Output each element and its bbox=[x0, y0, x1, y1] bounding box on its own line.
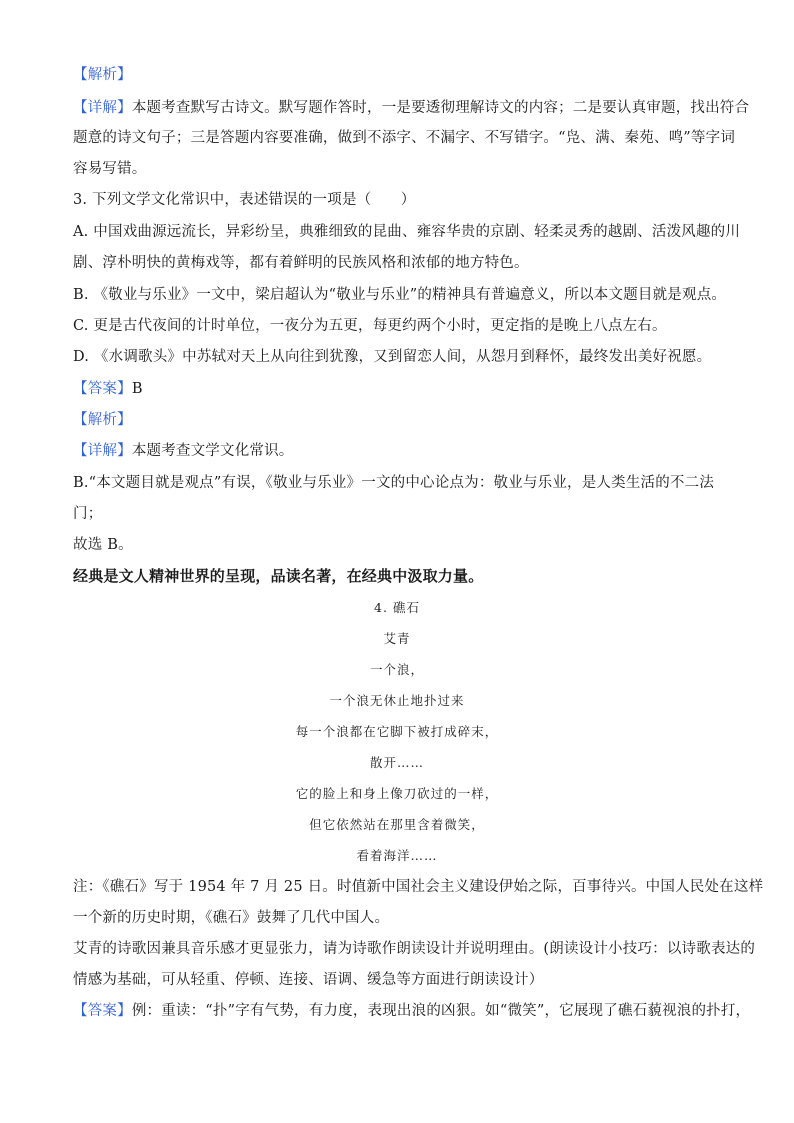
poem-line: 但它依然站在那里含着微笑， bbox=[309, 817, 485, 832]
poem-line: 它的脸上和身上像刀砍过的一样， bbox=[295, 786, 499, 801]
answer-tag: 【答案】 bbox=[73, 1003, 132, 1019]
poem-line: 散开…… bbox=[369, 755, 424, 770]
task-line: 情感为基础，可从轻重、停顿、连接、语调、缓急等方面进行朗读设计） bbox=[73, 972, 544, 988]
analysis-tag: 【解析】 bbox=[73, 412, 132, 428]
answer-value: B bbox=[131, 381, 143, 397]
answer-tag: 【答案】 bbox=[73, 381, 132, 397]
analysis-heading bbox=[73, 410, 733, 430]
option-d: D. 《水调歌头》中苏轼对天上从向往到犹豫，又到留恋人间，从怨月到释怀，最终发出美好祝愿。 bbox=[73, 349, 712, 365]
analysis-tag: 【解析】 bbox=[73, 67, 132, 83]
option-c: C. 更是古代夜间的计时单位，一夜分为五更，每更约两个小时，更定指的是晚上八点左右。 bbox=[73, 318, 667, 334]
task-line: 艾青的诗歌因兼具音乐感才更显张力，请为诗歌作朗读设计并说明理由。(朗读设计小技巧：以诗歌表达的 bbox=[73, 941, 756, 957]
answer-4 bbox=[73, 1001, 751, 1021]
detail-3-line: 门； bbox=[73, 506, 103, 522]
section-intro: 经典是文人精神世界的呈现，品读名著，在经典中汲取力量。 bbox=[73, 567, 484, 585]
detail-paragraph-line bbox=[73, 98, 750, 118]
detail-tag: 【详解】 bbox=[73, 443, 132, 459]
option-b: B. 《敬业与乐业》一文中，梁启超认为“敬业与乐业”的精神具有普遍意义，所以本文题目就是观点。 bbox=[73, 287, 727, 303]
poem-line: 一个浪， bbox=[369, 662, 424, 677]
detail-text: 本题考查文学文化常识。 bbox=[131, 443, 294, 459]
poem-title: 4. 礁石 bbox=[374, 600, 420, 615]
option-a-line: A. 中国戏曲源远流长，异彩纷呈，典雅细致的昆曲、雍容华贵的京剧、轻柔灵秀的越剧、活泼风趣的川 bbox=[73, 224, 741, 240]
question-3-stem: 3. 下列文学文化常识中，表述错误的一项是（ ） bbox=[73, 192, 416, 208]
option-a-line: 剧、淳朴明快的黄梅戏等，都有着鲜明的民族风格和浓郁的地方特色。 bbox=[73, 255, 529, 271]
detail-tag: 【详解】 bbox=[73, 100, 132, 116]
answer-text: 例：重读：“扑”字有气势，有力度，表现出浪的凶狠。如“微笑”，它展现了礁石藐视浪的扑打， bbox=[131, 1003, 751, 1019]
poem-line: 看着海洋…… bbox=[356, 848, 438, 863]
detail-text: 本题考查默写古诗文。默写题作答时，一是要透彻理解诗文的内容；二是要认真审题，找出符合 bbox=[131, 100, 750, 116]
detail-paragraph-line: 题意的诗文句子；三是答题内容要准确，做到不添字、不漏字、不写错字。“凫、满、秦苑、鸣”等字词 bbox=[73, 130, 736, 146]
detail-3-line: B.“本文题目就是观点”有误，《敬业与乐业》一文的中心论点为：敬业与乐业，是人类生活的不二法 bbox=[73, 475, 715, 491]
poem-author: 艾青 bbox=[383, 631, 411, 646]
detail-paragraph-line: 容易写错。 bbox=[73, 161, 147, 177]
note-line: 注：《礁石》写于 1954 年 7 月 25 日。时值新中国社会主义建设伊始之际，百事待兴。中国人民处在这样 bbox=[73, 879, 764, 895]
note-line: 一个新的历史时期，《礁石》鼓舞了几代中国人。 bbox=[73, 910, 390, 926]
detail-3 bbox=[73, 441, 733, 461]
answer-3 bbox=[73, 379, 733, 399]
poem-line: 一个浪无休止地扑过来 bbox=[329, 693, 465, 708]
poem-line: 每一个浪都在它脚下被打成碎末， bbox=[295, 724, 499, 739]
detail-3-conclusion: 故选 B。 bbox=[73, 537, 133, 553]
analysis-heading bbox=[73, 65, 733, 85]
